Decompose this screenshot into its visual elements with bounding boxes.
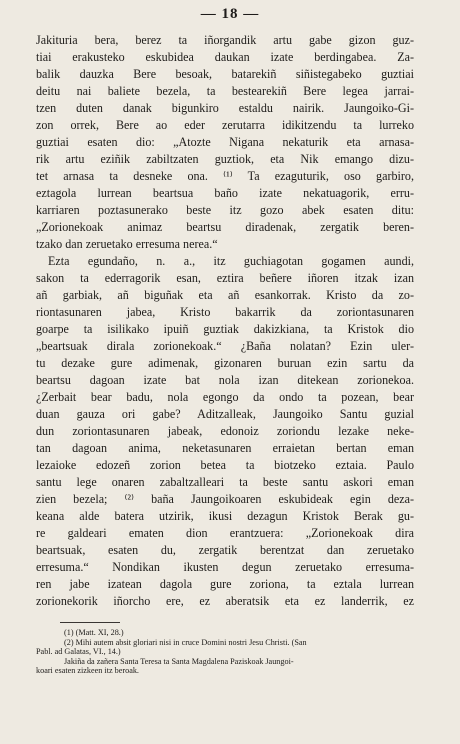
text-line: rik artu eziñik zabiltzaten guztiok, eta Nik emango dizu- bbox=[36, 152, 414, 166]
text-line: „beartsuak dirala zorionekoak.“ ¿Baña nolatan? Ezin uler- bbox=[36, 339, 414, 353]
text-line: beartsu dagoan izate bat nola izan ditekean zorionekoa. bbox=[36, 373, 414, 387]
text-line: goarpe ta isilikako ipuiñ guztiak dakizkiana, ta Kristok dio bbox=[36, 322, 414, 336]
text-line: zien bezela; ⁽²⁾ baña Jaungoikoaren eskubideak egin deza- bbox=[36, 492, 414, 506]
text-line: keana alde batera utzirik, ikusi dezagun Kristok Berak gu- bbox=[36, 509, 414, 523]
text-line: deitu nai baliete bezela, ta bestearekiñ Bere legea jarrai- bbox=[36, 84, 414, 98]
page-number: — 18 — bbox=[200, 6, 260, 22]
footnotes bbox=[36, 628, 426, 676]
text-line: tzako dan zeruetako erresuma nerea.“ bbox=[36, 237, 218, 251]
text-line: zorionekorik iñorcho ere, ez aberatsik eta ez landerrik, ez bbox=[36, 594, 414, 608]
text-line: re galdeari ematen dion erantzuera: „Zorionekoak dira bbox=[36, 526, 414, 540]
text-line: ren jabe izatean dagola gure zoriona, ta eztala lurrean bbox=[36, 577, 414, 591]
footnote-2-continued: Pabl. ad Galatas, VI., 14.) bbox=[36, 647, 121, 657]
text-line: tzen duten danak bigunkiro estaldu nairik. Jaungoiko-Gi- bbox=[36, 101, 414, 115]
text-line: Jakituria bera, berez ta iñorgandik artu gabe gizon guz- bbox=[36, 33, 414, 47]
text-line: beartsuak, esaten du, zergatik berentzat dan zeruetako bbox=[36, 543, 414, 557]
text-line: añ garbiak, añ biguñak eta añ esankorrak. Kristo da zo- bbox=[36, 288, 414, 302]
footnote-divider bbox=[60, 622, 120, 623]
text-line: dun zoriontasunaren jabeak, edonoiz zoriondu lezake neke- bbox=[36, 424, 414, 438]
text-line: tan dagoan anima, neketasunaren erraietan bertan eman bbox=[36, 441, 414, 455]
footnote-3-continued: koari esaten zizkeen itz beroak. bbox=[36, 666, 139, 676]
text-line: lezaioke edozeñ zorion betea ta biotzeko eztaia. Paulo bbox=[36, 458, 414, 472]
text-line: Ezta egundaño, n. a., itz guchiagotan gogamen aundi, bbox=[48, 254, 414, 268]
text-line: riontasunaren jabea, Kristo bakarrik da zoriontasunaren bbox=[36, 305, 414, 319]
text-line: tiai erakusteko eskubidea daukan izate berdingabea. Za- bbox=[36, 50, 414, 64]
text-line: sakon ta ederragorik esan, eztira beñere iñoren itzak izan bbox=[36, 271, 414, 285]
body-text bbox=[36, 32, 414, 610]
text-line: santu lege onaren zabaltzalleari ta beste santu askori eman bbox=[36, 475, 414, 489]
text-line: balik dauzka Bere besoak, batarekiñ siñistegabeko guztiai bbox=[36, 67, 414, 81]
text-line: ¿Zerbait bear badu, nola egongo da ondo ta pozean, bear bbox=[36, 390, 414, 404]
text-line: duan gauza ori gabe? Aditzalleak, Jaungoiko Santu guzial bbox=[36, 407, 414, 421]
text-line: eztagola lurrean beartsua baño izate nekatuagorik, erru- bbox=[36, 186, 414, 200]
text-line: karriaren poztasunerako beste itz gozo abek esaten ditu: bbox=[36, 203, 414, 217]
footnote-2: (2) Mihi autem absit gloriari nisi in cruce Domini nostri Jesu Christi. (San bbox=[64, 637, 307, 647]
text-line: „Zorionekoak animaz beartsu diradenak, zergatik beren- bbox=[36, 220, 414, 234]
text-line: erresuma.“ Nondikan ikusten degun zeruetako erresuma- bbox=[36, 560, 414, 574]
text-line: tu dezake gure adimenak, gizonaren buruan ezin sartu da bbox=[36, 356, 414, 370]
text-line: tet arnasa ta desneke ona. ⁽¹⁾ Ta ezaguturik, oso garbiro, bbox=[36, 169, 414, 183]
text-line: guztiai esaten dio: „Atozte Nigana nekaturik eta arnasa- bbox=[36, 135, 414, 149]
text-line: zon orrek, Bere ao eder zerutarra idikitzendu ta lurreko bbox=[36, 118, 414, 132]
footnote-3: Jakiña da zañera Santa Teresa ta Santa Magdalena Paziskoak Jaungoi- bbox=[64, 656, 294, 666]
footnote-1: (1) (Matt. XI, 28.) bbox=[64, 628, 124, 637]
